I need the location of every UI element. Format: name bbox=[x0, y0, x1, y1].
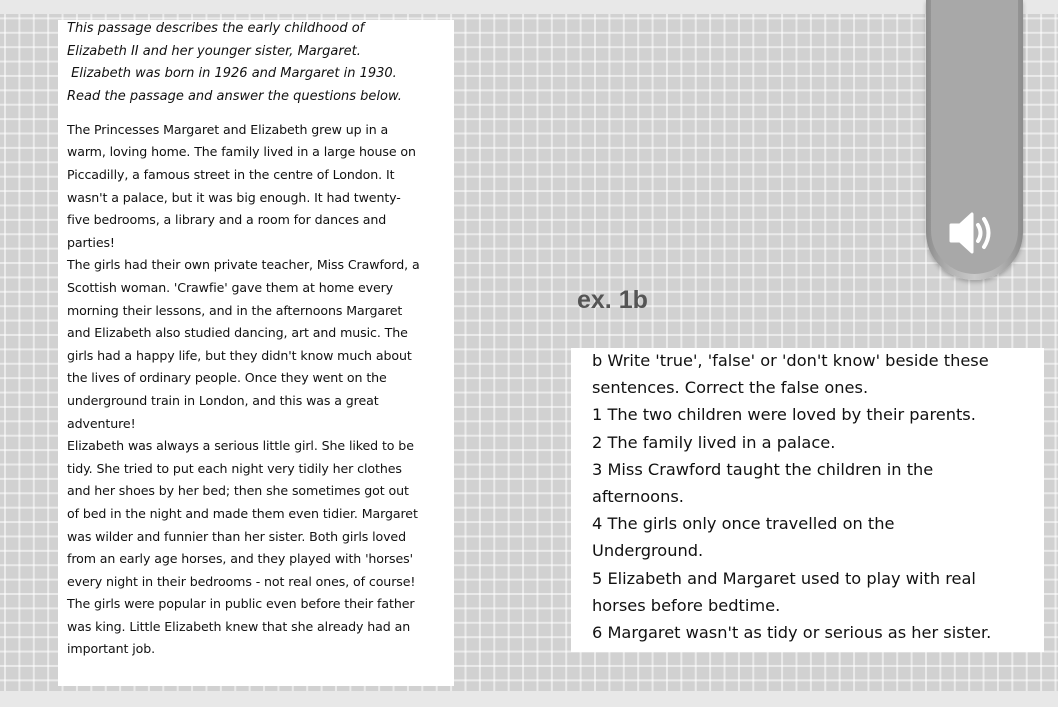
passage-paragraph: The girls were popular in public even before their father was king. Little Elizabeth knew that she already had an important job. bbox=[67, 596, 415, 657]
question-item: 4 The girls only once travelled on the bbox=[592, 514, 895, 534]
questions-panel bbox=[571, 348, 1044, 652]
reading-passage bbox=[58, 20, 454, 686]
question-item: 6 Margaret wasn't as tidy or serious as her sister. bbox=[592, 623, 992, 643]
passage-paragraph: The Princesses Margaret and Elizabeth grew up in a warm, loving home. The family lived in a large house on Piccadilly, a famous street in the centre of London. It wasn't a palace, but it was big enough. It had twenty-five bedrooms, a library and a room for dances and parties! bbox=[67, 121, 416, 250]
passage-body bbox=[67, 119, 420, 661]
question-item: 3 Miss Crawford taught the children in the bbox=[592, 459, 934, 479]
passage-paragraph: The girls had their own private teacher, Miss Crawford, a Scottish woman. 'Crawfie' gave them at home every morning their lessons, and in the afternoons Margaret and Elizabeth also studied dancing, art and music. The girls had a happy life, but they didn't know much about the lives of ordinary people. Once they went on the underground train in London, and this was a great adventure! bbox=[67, 257, 420, 431]
bottom-border bbox=[0, 691, 1058, 707]
passage-intro bbox=[67, 20, 420, 109]
intro-line: This passage describes the early childhood of bbox=[67, 21, 365, 36]
intro-line: Read the passage and answer the questions below. bbox=[67, 89, 402, 105]
question-item: afternoons. bbox=[592, 487, 684, 507]
intro-line: Elizabeth II and her younger sister, Margaret. bbox=[67, 43, 361, 59]
question-item: Underground. bbox=[592, 541, 704, 561]
question-instruction: b Write 'true', 'false' or 'don't know' beside these bbox=[592, 351, 989, 370]
passage-paragraph: Elizabeth was always a serious little girl. She liked to be tidy. She tried to put each night very tidily her clothes and her shoes by her bed; then she sometimes got out of bed in the night and made them even tidier. Margaret was wilder and funnier than her sister. Both girls loved from an early age horses, and they played with 'horses' every night in their bedrooms - not real ones, of course! bbox=[67, 438, 418, 589]
top-border bbox=[0, 0, 1058, 14]
question-item: horses before bedtime. bbox=[592, 595, 781, 615]
question-item: 5 Elizabeth and Margaret used to play with real bbox=[592, 568, 976, 588]
exercise-label: ex. 1b bbox=[577, 286, 648, 314]
question-item: 1 The two children were loved by their parents. bbox=[592, 405, 976, 425]
intro-line: Elizabeth was born in 1926 and Margaret in 1930. bbox=[67, 66, 397, 82]
play-audio-button[interactable] bbox=[945, 208, 999, 258]
question-item: 2 The family lived in a palace. bbox=[592, 432, 836, 452]
question-instruction: sentences. Correct the false ones. bbox=[592, 378, 869, 398]
speaker-icon bbox=[945, 208, 999, 258]
